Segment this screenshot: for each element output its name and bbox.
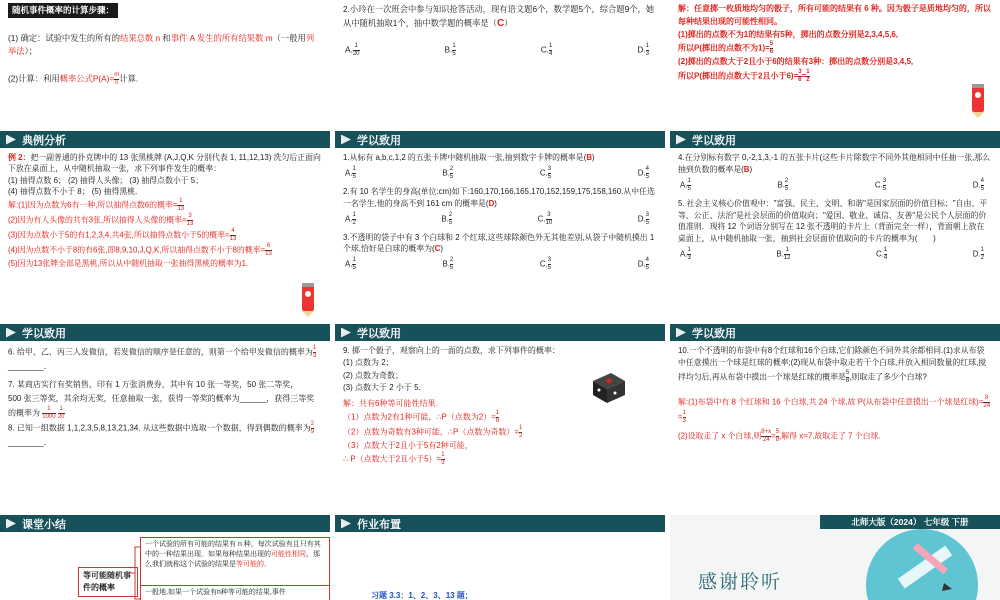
q4-options: A. $\frac{1}{5}$ B. $\frac{2}{5}$ C. $\frac{3}{5}$ D. $\frac{4}{5}$ xyxy=(680,177,984,192)
play-icon xyxy=(6,328,16,338)
section-header: 学以致用 xyxy=(0,324,330,341)
play-icon xyxy=(676,135,686,145)
q2-options xyxy=(343,43,657,58)
play-icon xyxy=(676,328,686,338)
section-header: 学以致用 xyxy=(670,324,1000,341)
bracket-icon xyxy=(128,545,142,600)
play-icon xyxy=(6,519,16,529)
slide-practice-2: 学以致用 4.在分别标有数字 0,-2,1,3,-1 的五张卡片(这些卡片除数字不同外其他相同中任抽一张,那么抽到负数的概率是(B) A. $\frac{1}{5}$ B. $\frac{2}{5}$ C. $\frac{3}{5}$ D. $\frac{4}{5}$ 5. 社会主义核心价值观中："富强、民主、文明、和谐"是国家层面的价值目标；"自由、平等、公正、法治"是社会层面的价值取向；"爱国、敬业、诚信、友善"是公民个人层面的价值准则．现将 12 个词语分别写在 12 张不透明的卡片上（背面完全一样），背面朝上放在桌面上，从中随机抽取一张，抽到社会层面价值取向的卡片的概率为( ) A. $\frac{1}{3}$ B. $\frac{1}{12}$ C. $\frac{1}{4}$ D. $\frac{1}{2}$ xyxy=(670,131,1000,318)
slide-example2: 典例分析 例 2：把一副普通的扑克牌中的 13 张黑桃牌 (A,J,Q,K 分别代表 1, 11,12,13) 洗匀后正面向下放在桌面上，从中随机抽取一张，求下列事件发生的概率： (1) 抽得点数 6； (2) 抽得人头像； (3) 抽得点数小于 5； (4) 抽得点数不小于 8； (5) 抽得黑桃. 解:(1)因为点数为6有一种,所以抽得点数6的概率= $\frac{1}{13}$ (2)因为有人头像的共有3张,所以抽得人头像的概率= $\frac{3}{13}$ (3)因为点数小于5的有1,2,3,4,共4张,所以抽得点数小于5的概率= $\frac{4}{13}$ (4)因为点数不小于8的有6张,即8,9,10,J,Q,K,所以抽得点数不小于8的概率= $\frac{6}{13}$ (5)因为13张牌全部是黑桃,所以从中随机抽取一张抽得黑桃的概率为1. xyxy=(0,131,330,318)
step-1: (1) 确定：试验中发生的所有的结果总数 n 和事件 A 发生的所有结果数 m（一般用列举法）； xyxy=(8,33,315,57)
summary-box-2: 一般地,如果一个试验有n种等可能的结果,事件 xyxy=(140,585,330,600)
slide-practice-5: 学以致用 10.一个不透明的布袋中有8个红球和16个白球,它们除颜色不同外其余都相同.(1)求从布袋中任意摸出一个球是红球的概率;(2)现从布袋中取走若干个白球,并放入相同数量的红球,搅拌均匀后,再从布袋中摸出一个球是红球的概率是 $\frac{5}{8}$ ,则取走了多少个白球? 解:(1)布袋中有 8 个红球和 16 个白球,共 24 个球,故 P(从布袋中任意摸出一个球是红球)= $\frac{8}{24}$ = $\frac{1}{3}$ (2)设取走了 x 个白球,则 $\frac{8+x}{24}$ = $\frac{5}{8}$ ,解得 x=7.故取走了 7 个白球. xyxy=(670,324,1000,510)
q3-options: A. $\frac{1}{5}$ B. $\frac{2}{5}$ C. $\frac{3}{5}$ D. $\frac{4}{5}$ xyxy=(345,257,649,272)
play-icon xyxy=(341,328,351,338)
slide-steps xyxy=(0,0,330,125)
section-header: 学以致用 xyxy=(335,324,665,341)
slide-dice-solution: 解：任意掷一枚质地均匀的骰子，所有可能的结果有 6 种。因为骰子是质地均匀的，所以每种结果出现的可能性相同。 (1)掷出的点数不为1的结果有5种，掷出的点数分别是2,3,4,5,6, 所以P(掷出的点数不为1)= $\frac{5}{6}$ (2)掷出的点数大于2且小于6的结果有3种：掷出的点数分别是3,4,5, 所以P(掷出的点数大于2且小于6)= $\frac{3}{6}$ = $\frac{1}{2}$ xyxy=(670,0,1000,125)
step-2: (2)计算：利用概率公式P(A)= $\frac{m}{n}$ 计算. xyxy=(8,71,139,86)
slide-homework xyxy=(335,515,665,600)
section-header: 学以致用 xyxy=(670,131,1000,148)
summary-center-box: 等可能随机事件的概率 xyxy=(78,567,138,597)
homework-text: 习题 3.3：1、2、3、13 题； xyxy=(371,591,473,600)
slide-practice-3: 学以致用 6. 给甲、乙、丙三人发微信，若发微信的顺序是任意的，则第一个给甲发微信的概率为 $\frac{1}{3}$ ________． 7. 某商店实行有奖销售，印有 1 万张消费券，其中有 10 张一等奖，50 张二等奖， 500 张三等奖，其余均无奖，任意抽取一张，获得一等奖的概率为______，获得三等奖的概率为 $\frac{1}{1000}$ $\frac{1}{20}$ 8. 已知一组数据 1,1,2,3,5,8,13,21,34. 从这些数据中选取一个数据，得到偶数的概率为 $\frac{2}{9}$ ________． xyxy=(0,324,330,510)
play-icon xyxy=(6,135,16,145)
slide-practice-1: 学以致用 1.从标有 a,b,c,1,2 的五张卡牌中随机抽取一张,抽到数字卡牌的概率是(B) A. $\frac{1}{5}$ B. $\frac{2}{5}$ C. $\frac{3}{5}$ D. $\frac{4}{5}$ 2.有 10 名学生的身高(单位:cm)如下:160,170,166,165,170,152,159,175,158,160.从中任选一名学生,他的身高不到 161 cm 的概率是(D) A. $\frac{1}{2}$ B. $\frac{2}{5}$ C. $\frac{3}{10}$ D. $\frac{3}{5}$ 3.不透明的袋子中有 3 个白球和 2 个红球,这些球除颜色外无其他差别,从袋子中随机摸出 1 个球,恰好是白球的概率为(C) A. $\frac{1}{5}$ B. $\frac{2}{5}$ C. $\frac{3}{5}$ D. $\frac{4}{5}$ xyxy=(335,131,665,318)
summary-box-1: 一个试验的所有可能的结果有 n 种，每次试验有且只有其中的一种结果出现．如果每种结果出现的可能性相同，那么我们就称这个试验的结果是等可能的． xyxy=(140,537,330,587)
q1-options: A. $\frac{1}{5}$ B. $\frac{2}{5}$ C. $\frac{3}{5}$ D. $\frac{4}{5}$ xyxy=(345,165,649,180)
q2-option-b[interactable]: B. $\frac{1}{5}$ xyxy=(444,43,456,58)
play-icon xyxy=(341,519,351,529)
q2b-options: A. $\frac{1}{2}$ B. $\frac{2}{5}$ C. $\frac{3}{10}$ D. $\frac{3}{5}$ xyxy=(345,211,649,226)
q2-text: 2.小玲在一次班会中参与知识抢答活动，现有语文题6个，数学题5个，综合题9个，她从中随机抽取1个，抽中数学题的概率是（C） xyxy=(343,4,655,29)
q2-option-a[interactable]: A. $\frac{1}{20}$ xyxy=(345,43,360,58)
q5-options: A. $\frac{1}{3}$ B. $\frac{1}{12}$ C. $\frac{1}{4}$ D. $\frac{1}{2}$ xyxy=(680,247,984,262)
thanks-text: 感谢聆听 xyxy=(698,571,783,593)
section-header: 典例分析 xyxy=(0,131,330,148)
ruler-pencil-icon xyxy=(890,535,960,597)
play-icon xyxy=(341,135,351,145)
slide-thanks xyxy=(670,515,1000,600)
slide-q2 xyxy=(335,0,665,125)
section-header: 学以致用 xyxy=(335,131,665,148)
pencil-mascot-icon xyxy=(962,80,994,118)
dice-icon xyxy=(587,369,629,405)
pencil-mascot-icon xyxy=(292,279,324,317)
steps-title: 随机事件概率的计算步骤： xyxy=(8,3,118,18)
slide-summary xyxy=(0,515,330,600)
slide-practice-4: 学以致用 9. 掷一个骰子，观察向上的一面的点数，求下列事件的概率： (1) 点数为 2； (2) 点数为奇数； (3) 点数大于 2 小于 5. 解：共有6种等可能性结果. （1）点数为2有1种可能，∴P（点数为2）= $\frac{1}{6}$ （2）点数为奇数有3种可能，∴P（点数为奇数）= $\frac{1}{2}$ （3）点数大于2且小于5有2种可能， ∴ P（点数大于2且小于5）= $\frac{1}{3}$ xyxy=(335,324,665,510)
publisher-badge: 北师大版（2024） 七年级 下册 xyxy=(820,515,1000,529)
section-header: 课堂小结 xyxy=(0,515,330,532)
q2-option-d[interactable]: D. $\frac{1}{3}$ xyxy=(637,43,649,58)
q2-option-c[interactable]: C. $\frac{1}{4}$ xyxy=(540,43,553,58)
section-header: 作业布置 xyxy=(335,515,665,532)
